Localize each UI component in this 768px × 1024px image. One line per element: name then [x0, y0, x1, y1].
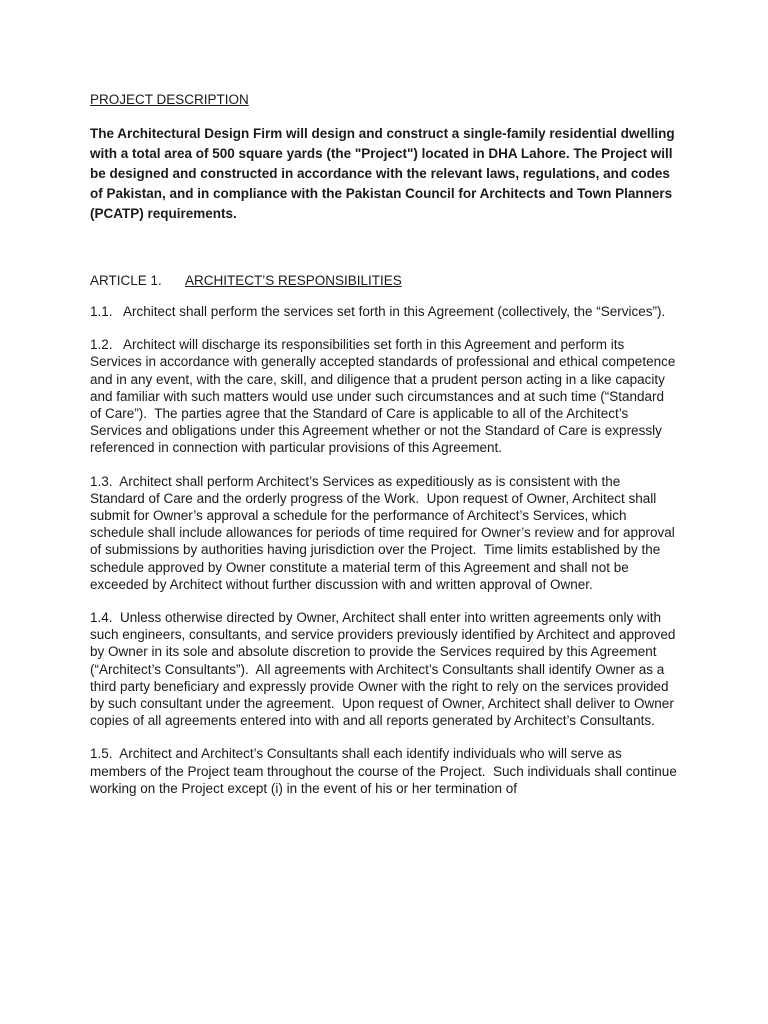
clause-1-5: 1.5. Architect and Architect’s Consultants shall each identify individuals who will serve as members of the Project team throughout the course of the Project. Such individuals shall continue working on the Project except (i) in the event of his or her termination of [90, 746, 681, 796]
clause-1-4: 1.4. Unless otherwise directed by Owner, Architect shall enter into written agreements only with such engineers, consultants, and service providers previously identified by Architect and approved by Owner in its sole and absolute discretion to provide the Services required by this Agreement (“Architect’s Consultants”). All agreements with Architect’s Consultants shall identify Owner as a third party beneficiary and expressly provide Owner with the right to rely on the services provided by such consultant under the agreement. Upon request of Owner, Architect shall deliver to Owner copies of all agreements entered into with and all reports generated by Architect’s Consultants. [90, 610, 680, 729]
article-heading [90, 271, 678, 291]
article-number: ARTICLE 1. [90, 273, 162, 288]
project-description-heading: PROJECT DESCRIPTION [90, 92, 249, 107]
project-description-body: The Architectural Design Firm will design and construct a single-family residential dwelling with a total area of 500 square yards (the "Project") located in DHA Lahore. The Project will be designed and constructed in accordance with the relevant laws, regulations, and codes of Pakistan, and in compliance with the Pakistan Council for Architects and Town Planners (PCATP) requirements. [90, 126, 675, 221]
document-page [90, 90, 681, 797]
clause-1-2: 1.2. Architect will discharge its responsibilities set forth in this Agreement and perform its Services in accordance with generally accepted standards of professional and ethical competence and in any event, with the care, skill, and diligence that a prudent person acting in a like capacity and familiar with such matters would use under such circumstances and at such time (“Standard of Care”). The parties agree that the Standard of Care is applicable to all of the Architect’s Services and obligations under this Agreement whether or not the Standard of Care is expressly referenced in connection with particular provisions of this Agreement. [90, 337, 680, 456]
clause-1-1: 1.1. Architect shall perform the services set forth in this Agreement (collectively, the “Services”). [90, 304, 666, 319]
article-title: ARCHITECT’S RESPONSIBILITIES [185, 273, 402, 288]
clause-1-3: 1.3. Architect shall perform Architect’s Services as expeditiously as is consistent with the Standard of Care and the orderly progress of the Work. Upon request of Owner, Architect shall submit for Owner’s approval a schedule for the performance of Architect’s Services, which schedule shall include allowances for periods of time required for Owner’s review and for approval of submissions by authorities having jurisdiction over the Project. Time limits established by the schedule approved by Owner constitute a material term of this Agreement and shall not be exceeded by Architect without further discussion with and written approval of Owner. [90, 473, 679, 592]
